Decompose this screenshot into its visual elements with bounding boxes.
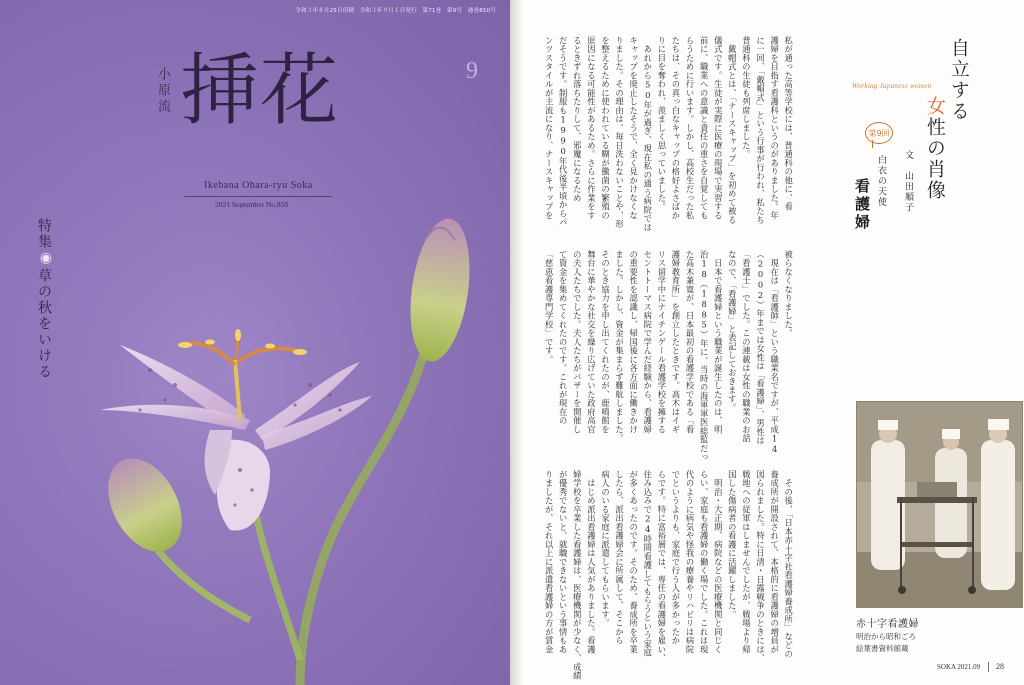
article-body-middle: 被らなくなりました。 現在は「看護師」という職業名ですが、平成14 （2002）年までは女性は「看護婦」、男性は 「看護士」でした。この連載は女性の職業のお話 なので、「看護婦」と表記しておきます。 日本で看護婦という職業が誕生したのは、明 治18（1885）年に、当時の海軍軍医総監だっ た高木兼寛が、日本最初の看護学校である「看 護婦教育所」を創立したときです。高木はイギ リス留学中にナイチンゲール看護学校を擁する セントトーマス病院で学んだ経験から、看護婦 の重要性を認識し、帰国後に各方面に働きかけ ました。しかし、資金が集まらず難航しました。 そのとき協力を申し出てくれたのが、鹿鳴館を 舞台に華やかな社交を繰り広げていた政府高官 の夫人たちでした。夫人たちがバザーを開催し て資金を集めてくれたのです。これが現在の 「慈恵看護専門学校」です。 [544,250,794,462]
series-english-subtitle: Working Japanese women [852,82,932,90]
article-subtitle-big: 看護婦 [853,178,871,232]
cover-publication-info: 令和３年８月25日印刷 令和３年９月１日発行 第71巻 第9号 通巻850号 [295,8,496,14]
photo-caption-line1: 明治から昭和ごろ [856,632,916,641]
magazine-cover [0,0,510,685]
photo-caption-detail [856,631,916,655]
nurses-historical-photo [856,401,1023,608]
series-title-line2-rest: 性の肖像 [923,117,946,201]
series-title-accent-char: 女 [923,96,946,117]
feature-dot-icon: ◉ [38,250,54,268]
cover-feature-heading [34,218,54,388]
article-subtitle-small: 白衣の天使 [876,155,886,208]
cover-title: 挿花 [180,46,341,136]
article-body-upper: 私が通った高等学校には、普通科の他に、看 護婦を目指す看護科というのがありました。年 に一回、「戴帽式」という行事が行われ、私たち 普通科の生徒も列席しました。 戴帽式とは、「ナースキャップ」を初めて被る 儀式です。生徒が実際に医療の現場で実習する 前に、職業への意識と責任の重さを自覚しても らうために行います。しかし、高校生だった私 たちは、その真っ白なキャップの格好よさばか りに目を奪われ、羨ましく思っていました。 あれから50年が過ぎ、現在私の通う病院では キャップを廃止したそうで、全く見かけなくな りました。その理由は、毎日洗わないことや、形 を整えるために使われている糊が黴菌の繁殖の 原因になる可能性があるため。さらに作業をす るときずれ落ちたりして、邪魔になるため だそうです。制服も1990年代後半頃からパ ンツスタイルが主流になり、ナースキャップを [544,36,794,232]
episode-badge: 第9回 [865,122,893,144]
page-gutter [510,0,524,685]
series-title-line1: 自立する [947,38,970,122]
cover-issue-number: 9 [466,58,478,84]
photo-caption-title: 赤十字看護婦 [856,619,919,630]
series-title-line2 [924,96,945,201]
page-number: 28 [996,662,1004,671]
cover-divider [184,196,332,197]
folio-label: SOKA 2021.09 [937,663,981,671]
folio-divider [988,662,989,672]
nurses-photo-illustration [857,402,1022,607]
badge-stem-line [872,140,873,148]
article-body-lower: その後、「日本赤十字社看護婦養成所」などの 養成所が開設されて、本格的に看護婦の増員が 図られました。特に日清・日露戦争のときには、 戦地への従軍はしませんでしたが、戦場より帰 国した傷病者の看護に活躍しました。 明治・大正期、病院などの医療機関と同じく らい、家庭も看護婦の働く場でした。これは現 代のように病気や怪我の療養やリハビリは病院 でというよりも、家庭で行う人が多かったか らです。特に富裕層では、専任の看護婦を雇い、 住み込みで24時間看護してもらうという家庭 が多くあったのです。そのため、養成所を卒業 したら、派出看護婦会に所属して、そこから 病人のいる家庭に派遣してもらいます。 はじめ派出看護婦は人気がありました。看護 婦学校を卒業した看護婦は、医療機関が少なく、成績 が優秀でないと、就職できないという事情もあ りましたが、それ以上に派遣看護婦の方が賃金 [544,470,794,680]
cover-issue-english: 2021 September No.850 [215,200,289,209]
cover-title-english: Ikebana Ohara-ryu Soka [204,180,313,191]
feature-label: 特集 [36,218,52,250]
cover-school-name: 小原流 [155,67,170,115]
photo-caption-line2: 絵葉書資料館蔵 [856,644,909,653]
author-byline: 文 山田順子 [903,150,913,213]
feature-text: 草の秋をいける [36,268,52,380]
